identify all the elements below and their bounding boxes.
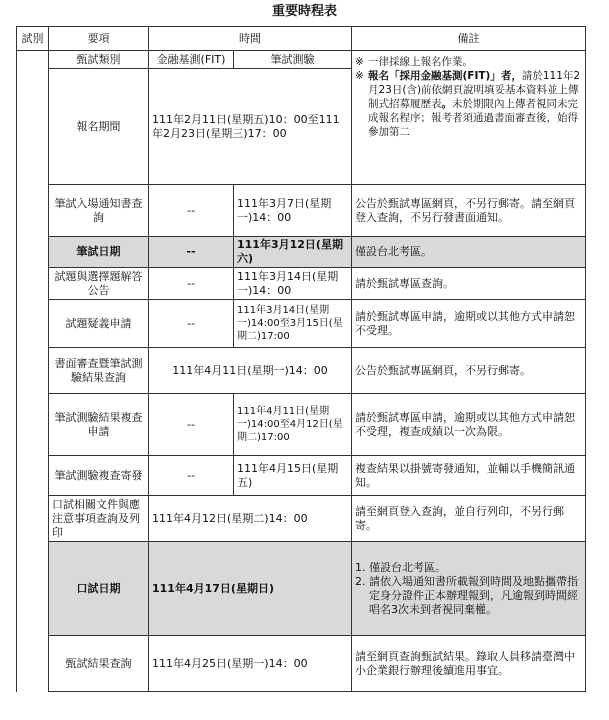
row-item: 書面審查暨筆試測驗結果查詢 [49,348,149,394]
table-row-highlight [17,542,586,636]
notes-list [355,55,582,139]
table-row [17,348,586,394]
row-remark: 請於甄試專區申請，逾期或以其他方式申請恕不受理。 [352,300,586,348]
row-item: 報名期間 [49,69,149,185]
row-fit: -- [149,300,234,348]
oral-remarks-list [355,561,582,617]
row-remark: 請至網頁登入查詢，並自行列印，不另行郵寄。 [352,496,586,542]
subheader-written: 筆試測驗 [234,51,352,69]
header-item: 要項 [49,27,149,51]
row-item: 筆試日期 [49,237,149,268]
row-time: 111年4月12日(星期二)14：00 [149,496,352,542]
note-mark: ※ [355,70,364,82]
header-category: 試別 [17,27,49,51]
row-remark: 複查結果以掛號寄發通知，並輔以手機簡訊通知。 [352,456,586,496]
table-row [17,456,586,496]
table-header-row [17,27,586,51]
row-remark: 僅設台北考區。 [352,237,586,268]
table-row [17,300,586,348]
table-row [17,636,586,692]
row-time: 111年4月25日(星期一)14：00 [149,636,352,692]
row-written: 111年3月7日(星期一)14：00 [234,185,352,237]
oral-remark-item [355,575,582,617]
row-item: 口試日期 [49,542,149,636]
row-fit: -- [149,237,234,268]
note-bold-2: 。 [441,98,452,110]
note-text: 請於111年2月23日(含)前依網頁說明填妥基本資料並上傳制式招募履歷表 [368,70,581,110]
oral-remark-mark: 2. [355,574,366,588]
table-subheader-row [17,51,586,69]
subheader-fit: 金融基測(FIT) [149,51,234,69]
row-item: 筆試測驗複查寄發 [49,456,149,496]
row-item: 筆試入場通知書查詢 [49,185,149,237]
row-time: 111年4月11日(星期一)14：00 [149,348,352,394]
notes-cell [352,51,586,185]
row-written: 111年3月12日(星期六) [234,237,352,268]
note-text-2: 未於期限內上傳者視同未完成報名程序；報考者須通過書面審查後，始得參加第二 [368,98,578,138]
row-written: 111年3月14日(星期一)14：00 [234,268,352,300]
header-time: 時間 [149,27,352,51]
row-item: 試題與選擇題解答公告 [49,268,149,300]
row-written: 111年3月14日(星期一)14:00至3月15日(星期二)17:00 [234,300,352,348]
note-bold: 報名「採用金融基測(FIT)」者， [368,70,522,82]
row-remark-list-cell [352,542,586,636]
table-row [17,496,586,542]
note-item [355,69,582,139]
row-remark: 請於甄試專區申請，逾期或以其他方式申請恕不受理，複查成績以一次為限。 [352,394,586,456]
oral-remark-mark: 1. [355,560,366,574]
oral-remark-text: 僅設台北考區。 [369,560,446,574]
row-fit: -- [149,456,234,496]
category-cell-written [17,51,49,496]
note-text: 一律採線上報名作業。 [368,56,473,68]
row-fit: -- [149,268,234,300]
row-item: 試題疑義申請 [49,300,149,348]
row-fit: -- [149,394,234,456]
oral-remark-text: 請依入場通知書所載報到時間及地點攜帶指定身分證件正本辦理報到，凡逾報到時間經唱名3次未到者視同棄權。 [369,574,578,616]
row-fit: -- [149,185,234,237]
row-written: 111年4月15日(星期五) [234,456,352,496]
row-item: 筆試測驗結果複查申請 [49,394,149,456]
note-item [355,55,582,69]
table-row-highlight [17,237,586,268]
row-remark: 公告於甄試專區網頁，不另行郵寄。 [352,348,586,394]
header-remarks: 備註 [352,27,586,51]
subheader-exam-type: 甄試類別 [49,51,149,69]
table-row [17,268,586,300]
row-time: 111年4月17日(星期日) [149,542,352,636]
schedule-table [16,26,586,692]
page-title: 重要時程表 [271,4,337,19]
row-time: 111年2月11日(星期五)10：00至111年2月23日(星期三)17：00 [149,69,352,185]
category-cell-oral [17,496,49,692]
row-remark: 公告於甄試專區網頁，不另行郵寄。請至網頁登入查詢，不另行發書面通知。 [352,185,586,237]
row-written: 111年4月11日(星期一)14:00至4月12日(星期二)17:00 [234,394,352,456]
table-row [17,394,586,456]
row-item: 口試相關文件與應注意事項查詢及列印 [49,496,149,542]
row-item: 甄試結果查詢 [49,636,149,692]
row-remark: 請至網頁查詢甄試結果。錄取人員移請臺灣中小企業銀行辦理後續進用事宜。 [352,636,586,692]
note-mark: ※ [355,56,364,68]
table-row [17,185,586,237]
row-remark: 請於甄試專區查詢。 [352,268,586,300]
oral-remark-item [355,561,582,575]
